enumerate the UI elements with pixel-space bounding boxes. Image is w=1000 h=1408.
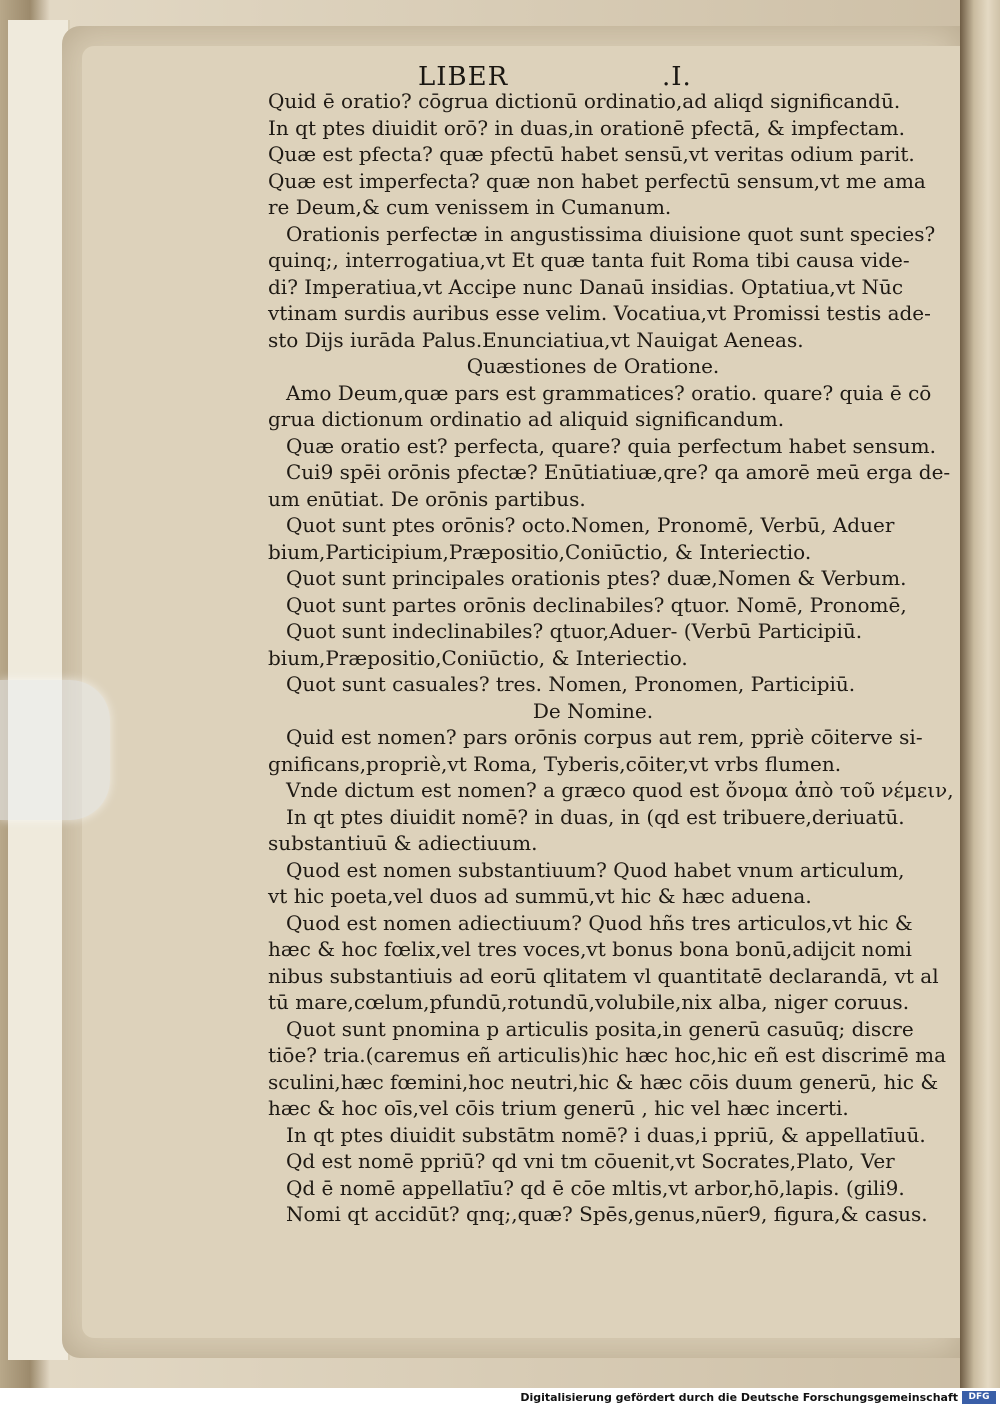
book-clip [0,680,110,820]
text-line: In qt ptes diuidit substātm nomē? i duas,i ppriū, & appellatīuū. [286,1122,926,1147]
text-line: Quod est nomen adiectiuum? Quod hñs tres articulos,vt hic & [286,910,913,935]
text-line: Amo Deum,quæ pars est grammatices? oratio. quare? quia ē cō [286,380,932,405]
text-line: sculini,hæc fœmini,hoc neutri,hic & hæc cōis duum generū, hic & [268,1069,939,1094]
text-line: nibus substantiuis ad eorū qlitatem vl quantitatē declarandā, vt al [268,963,939,988]
dfg-logo: DFG [962,1391,996,1404]
text-line: grua dictionum ordinatio ad aliquid significandum. [268,407,785,431]
page-gutter [960,0,1000,1388]
text-line: Quæ est pfecta? quæ pfectū habet sensū,vt veritas odium parit. [268,142,915,166]
running-title: LIBER [418,62,509,92]
text-line: Quid ē oratio? cōgrua dictionū ordinatio,ad aliqd significandū. [268,89,901,113]
text-line: di? Imperatiua,vt Accipe nunc Danaū insidias. Optatiua,vt Nūc [268,274,904,299]
text-line: Quot sunt indeclinabiles? qtuor,Aduer- (Verbū Participiū. [286,619,863,643]
text-line: gnificans,propriè,vt Roma, Tyberis,cōiter,vt vrbs flumen. [268,751,842,776]
text-line: vtinam surdis auribus esse velim. Vocatiua,vt Promissi testis ade- [268,301,931,325]
text-line: Quid est nomen? pars orōnis corpus aut rem, ppriè cōiterve si- [286,725,923,749]
text-line: Quæ oratio est? perfecta, quare? quia perfectum habet sensum. [286,433,936,458]
text-line: Quot sunt casuales? tres. Nomen, Pronomen, Participiū. [286,672,856,696]
text-line: substantiuū & adiectiuum. [268,831,538,855]
folio-number: .I. [662,62,692,92]
text-line: Quæ est imperfecta? quæ non habet perfectū sensum,vt me ama [268,168,926,193]
text-line: hæc & hoc fœlix,vel tres voces,vt bonus bona bonū,adijcit nomi [268,937,912,961]
text-line: tū mare,cœlum,pfundū,rotundū,volubile,nix alba, niger coruus. [268,990,910,1014]
text-line: Orationis perfectæ in angustissima diuisione quot sunt species? [286,221,936,246]
text-line: tiōe? tria.(caremus eñ articulis)hic hæc hoc,hic eñ est discrimē ma [268,1043,947,1067]
text-line: Quot sunt partes orōnis declinabiles? qtuor. Nomē, Pronomē, [286,592,907,617]
text-line: quinq;, interrogatiua,vt Et quæ tanta fuit Roma tibi causa vide- [268,248,910,272]
text-line: In qt ptes diuidit nomē? in duas, in (qd est tribuere,deriuatū. [286,804,905,829]
text-line: vt hic poeta,vel duos ad summū,vt hic & hæc aduena. [268,884,812,908]
text-line: Quot sunt pnomina p articulis posita,in generū casuūq; discre [286,1016,914,1041]
text-line: Qd ē nomē appellatīu? qd ē cōe mltis,vt arbor,hō,lapis. (gili9. [286,1175,905,1200]
footer-bar [0,1388,1000,1408]
section-heading: De Nomine. [532,698,654,723]
text-line: Quot sunt ptes orōnis? octo.Nomen, Pronomē, Verbū, Aduer [286,513,895,537]
text-line: Quot sunt principales orationis ptes? duæ,Nomen & Verbum. [286,566,907,590]
text-line: Vnde dictum est nomen? a græco quod est ὄνομα ἀπὸ τοῦ νέμειν, [286,778,954,802]
text-line: hæc & hoc oīs,vel cōis trium generū , hic vel hæc incerti. [268,1096,849,1120]
text-line: Nomi qt accidūt? qnq;,quæ? Spēs,genus,nūer9, figura,& casus. [286,1202,928,1226]
funding-credit: Digitalisierung gefördert durch die Deutsche Forschungsgemeinschaft [520,1391,958,1404]
text-line: um enūtiat. De orōnis partibus. [268,486,586,511]
text-line: Qd est nomē ppriū? qd vni tm cōuenit,vt Socrates,Plato, Ver [286,1149,895,1173]
text-line: In qt ptes diuidit orō? in duas,in orationē pfectā, & impfectam. [268,115,905,140]
text-line: Cui9 spēi orōnis pfectæ? Enūtiatiuæ,qre? qa amorē meū erga de- [286,460,951,484]
text-line: bium,Participium,Præpositio,Coniūctio, & Interiectio. [268,539,812,564]
text-line: sto Dijs iurāda Palus.Enunciatiua,vt Nauigat Aeneas. [268,327,804,352]
text-line: Quod est nomen substantiuum? Quod habet vnum articulum, [286,857,905,882]
section-heading: Quæstiones de Oratione. [466,354,720,378]
body-text [268,88,958,1228]
text-line: bium,Præpositio,Coniūctio, & Interiectio. [268,645,688,670]
text-line: re Deum,& cum venissem in Cumanum. [268,195,672,219]
